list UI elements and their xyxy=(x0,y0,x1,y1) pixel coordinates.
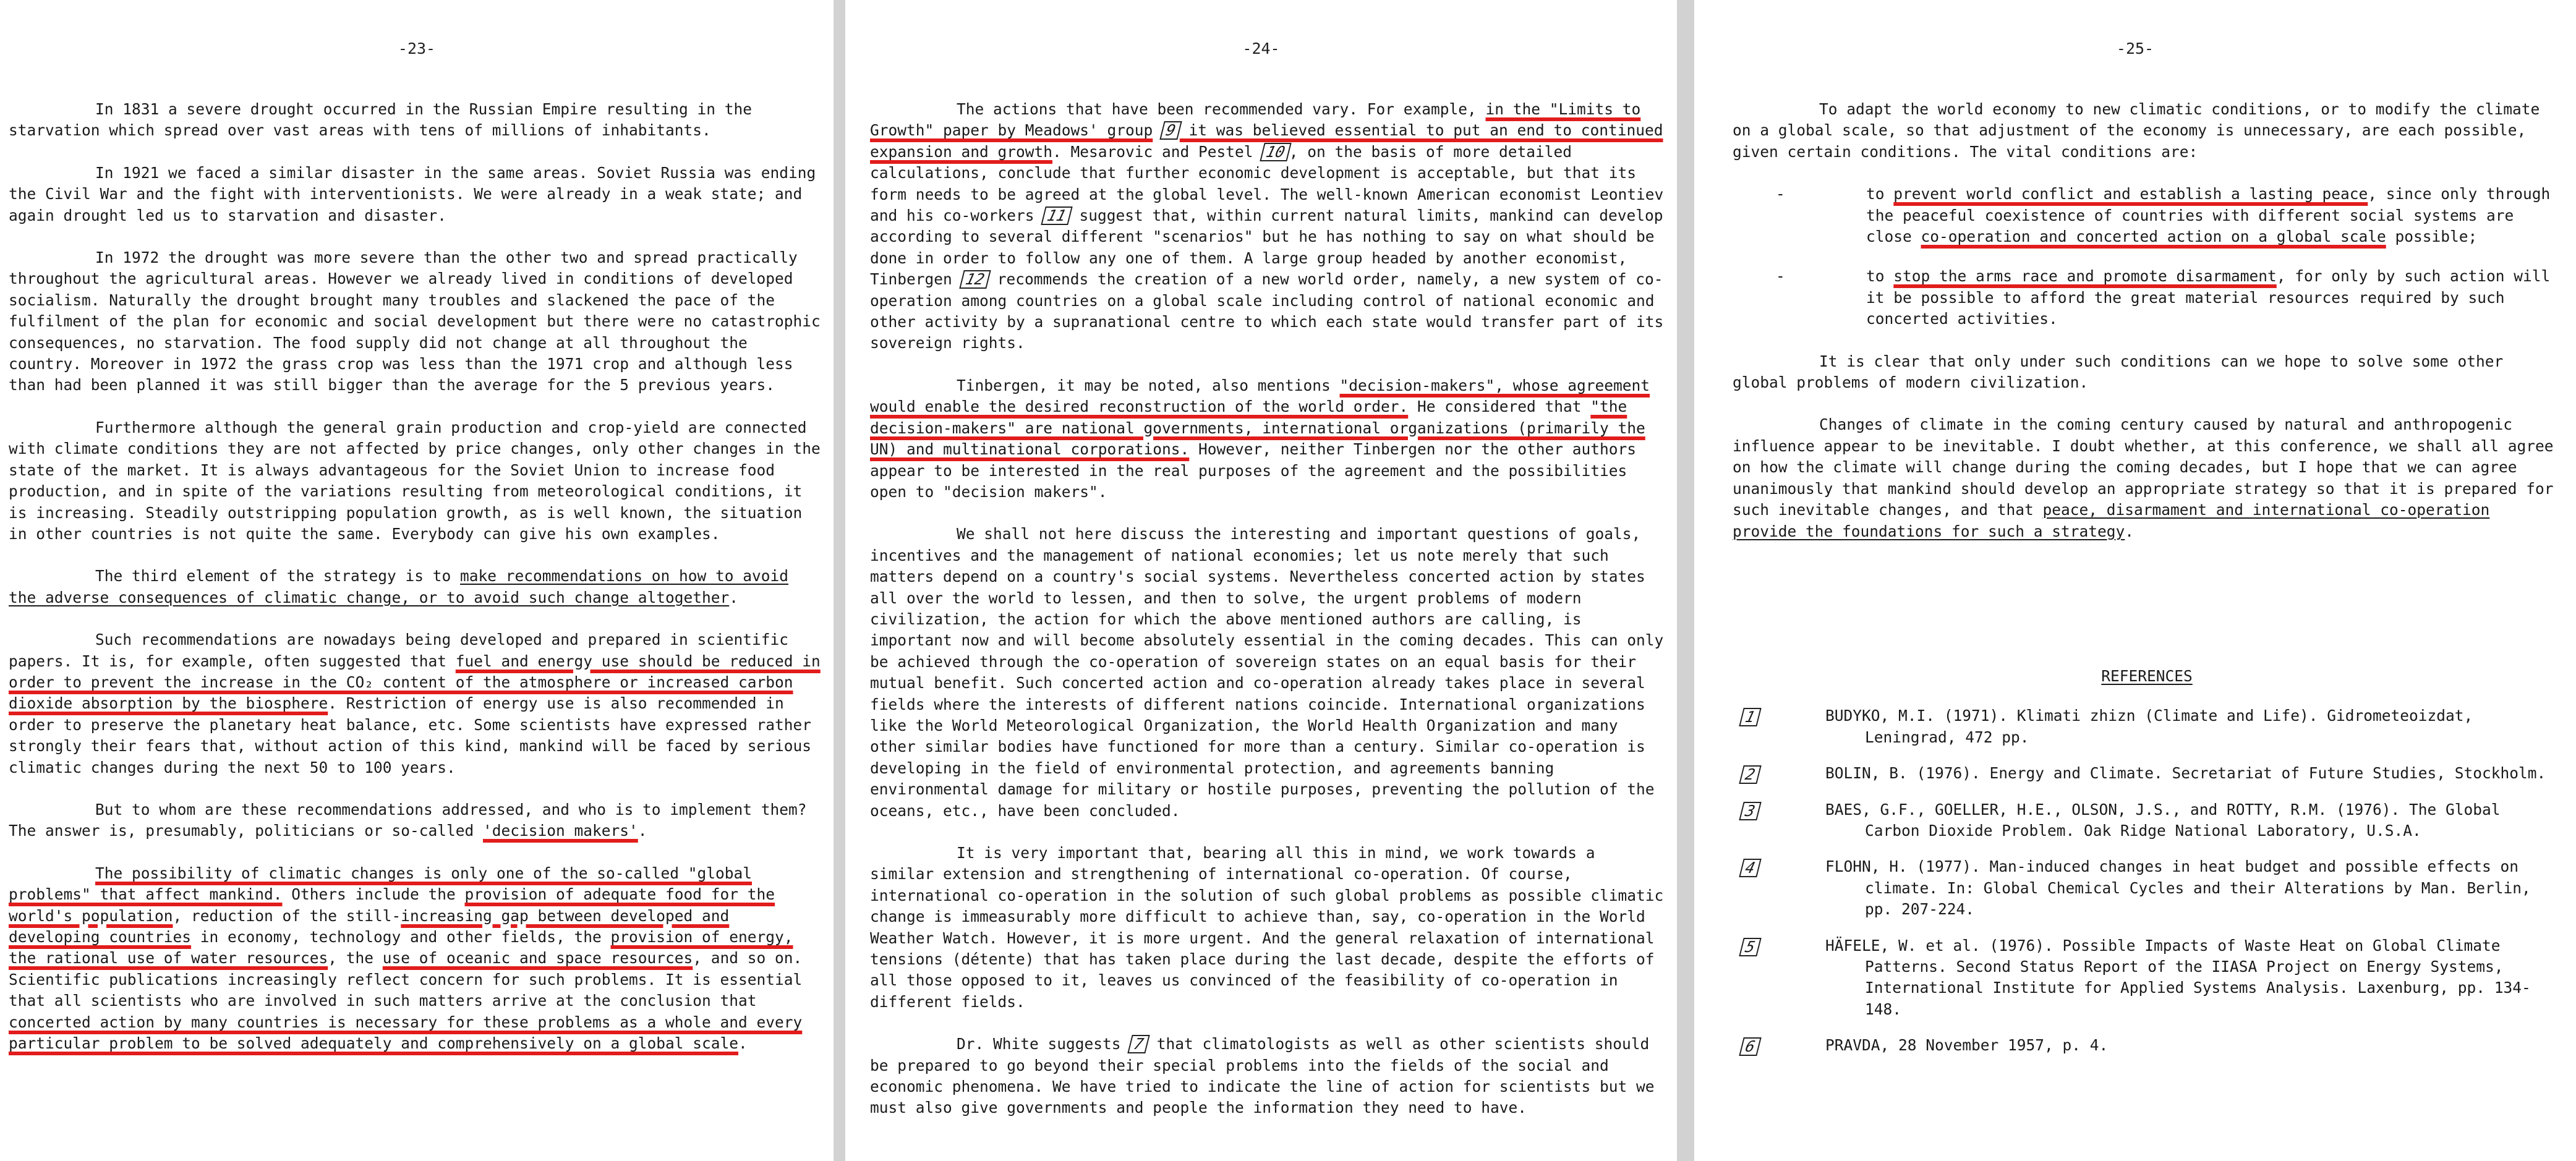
highlighted-text: in the "Limits to Growth" paper by Meadows' group xyxy=(870,100,1641,140)
reference-item xyxy=(1733,1035,2561,1056)
paragraph: The possibility of climatic changes is only one of the so-called "global problems" that affect mankind. Others include the provision of adequate food for the world's population, reduction of the still-increasing gap between developed and developing countries in economy, technology and other fields, the provision of energy, the rational use of water resources, the use of oceanic and space resources, and so on. Scientific publications increasingly reflect concern for such problems. It is essential that all scientists who are involved in such matters arrive at the conclusion that concerted action by many countries is necessary for these problems as a whole and every particular problem to be solved adequately and comprehensively on a global scale. xyxy=(9,864,803,1053)
paragraph: To adapt the world economy to new climatic conditions, or to modify the climate on a global scale, so that adjustment of the economy is unnecessary, are each possible, given certain conditions. The vital conditions are: xyxy=(1733,100,2540,161)
highlighted-text: co-operation and concerted action on a global scale xyxy=(1921,228,2386,246)
bullet-dash: - xyxy=(1776,267,1785,286)
paragraph: Tinbergen, it may be noted, also mentions "decision-makers", whose agreement would enable the desired reconstruction of the world order. He considered that "the decision-makers" are national governments, international organizations (primarily the UN) and multinational corporations. However, neither Tinbergen nor the other authors appear to be interested in the real purposes of the agreement and the possibilities open to "decision makers". xyxy=(870,376,1650,501)
highlighted-text: it was believed essential to put an end to continued expansion and growth xyxy=(870,121,1663,161)
bullet-dash: - xyxy=(1776,185,1785,203)
reference-number: 3 xyxy=(1739,802,1761,820)
page-number: -24- xyxy=(1242,40,1280,57)
highlighted-text: "decision-makers", whose agreement would enable the desired reconstruction of the world order. xyxy=(870,376,1650,416)
paragraph: In 1831 a severe drought occurred in the Russian Empire resulting in the starvation which spread over vast areas with tens of millions of inhabitants. xyxy=(9,100,753,140)
reference-text: PRAVDA, 28 November 1957, p. 4. xyxy=(1825,1036,2109,1055)
underlined-text: make recommendations on how to avoid the adverse consequences of climatic change, or to avoid such change altogether xyxy=(9,567,789,606)
reference-text: BAES, G.F., GOELLER, H.E., OLSON, J.S., and ROTTY, R.M. (1976). The Global Carbon Dioxide Problem. Oak Ridge National Laboratory, U.S.A. xyxy=(1825,800,2501,840)
reference-number: 4 xyxy=(1739,859,1761,877)
citation-ref: 10 xyxy=(1260,143,1292,161)
underlined-text: peace, disarmament and international co-operation provide the foundations for such a strategy xyxy=(1733,501,2490,540)
highlighted-text: provision of energy, the rational use of water resources xyxy=(9,928,793,968)
reference-text: BOLIN, B. (1976). Energy and Climate. Secretariat of Future Studies, Stockholm. xyxy=(1825,764,2546,783)
highlighted-text: concerted action by many countries is necessary for these problems as a whole and every particular problem to be solved adequately and comprehensively on a global scale xyxy=(9,1013,803,1053)
paragraph: It is very important that, bearing all this in mind, we work towards a similar extension and strengthening of international co-operation. Of course, international co-operation in the solution of such global problems as possible climatic change is immeasurably more difficult to achieve than, say, co-operation in the World Weather Watch. However, it is more urgent. And the general relaxation of international tensions (détente) that has taken place during the last decade, despite the efforts of all those opposed to it, leaves us convinced of the feasibility of co-operation in different fields. xyxy=(870,844,1664,1011)
paragraph: In 1921 we faced a similar disaster in the same areas. Soviet Russia was ending the Civil War and the fight with interventionists. We were already in a weak state; and again drought led us to starvation and disaster. xyxy=(9,163,816,224)
page-25 xyxy=(1694,0,2576,1161)
reference-text: HÄFELE, W. et al. (1976). Possible Impacts of Waste Heat on Global Climate Patterns. Second Status Report of the IIASA Project on Energy Systems, International Institute for Applied Systems Analysis. Laxenburg, pp. 134-148. xyxy=(1825,936,2531,1018)
page-number: -25- xyxy=(2116,40,2154,57)
reference-list xyxy=(1733,705,2561,1056)
paragraph: The third element of the strategy is to make recommendations on how to avoid the adverse consequences of climatic change, or to avoid such change altogether. xyxy=(9,567,789,606)
reference-number: 5 xyxy=(1739,938,1761,956)
paragraph: In 1972 the drought was more severe than the other two and spread practically throughout the agricultural areas. However we already lived in conditions of developed socialism. Naturally the drought brought many troubles and slackened the pace of the fulfilment of the plan for economic and social development but there were no catastrophic consequences, no starvation. The food supply did not change at all throughout the country. Moreover in 1972 the grass crop was less than the 1971 crop and although less than had been planned it was still bigger than the average for the 5 previous years. xyxy=(9,249,821,394)
highlighted-text: use of oceanic and space resources xyxy=(382,949,693,968)
reference-item xyxy=(1733,856,2561,920)
highlighted-text: fuel and energy use should be reduced in order to prevent the increase in the CO₂ content of the atmosphere or increased carbon dioxide absorption by the biosphere xyxy=(9,652,821,713)
reference-item xyxy=(1733,763,2561,784)
text-column xyxy=(870,99,1665,1140)
citation-ref: 7 xyxy=(1128,1035,1150,1053)
paragraph: Dr. White suggests 7 that climatologists as well as other scientists should be prepared to go beyond their special problems into the fields of the social and economic phenomena. We have tried to indicate the line of action for scientists but we must also give governments and people the information they need to have. xyxy=(870,1035,1655,1117)
highlighted-text: increasing gap between developed and developing countries xyxy=(9,906,730,946)
paragraph: But to whom are these recommendations addressed, and who is to implement them? The answer is, presumably, politicians or so-called 'decision makers'. xyxy=(9,800,807,840)
citation-ref: 9 xyxy=(1159,121,1182,140)
highlighted-text: provision of adequate food for the world's population xyxy=(9,885,775,925)
highlighted-text: The possibility of climatic changes is only one of the so-called "global problems" that affect mankind. xyxy=(9,864,753,904)
page-24 xyxy=(845,0,1677,1161)
highlighted-text: 'decision makers' xyxy=(483,822,638,840)
paragraph: It is clear that only under such conditions can we hope to solve some other global problems of modern civilization. xyxy=(1733,352,2504,392)
citation-ref: 12 xyxy=(959,270,991,289)
reference-number: 1 xyxy=(1739,708,1761,726)
reference-text: BUDYKO, M.I. (1971). Klimati zhizn (Climate and Life). Gidrometeoizdat, Leningrad, 472 pp. xyxy=(1825,707,2473,746)
reference-item xyxy=(1733,799,2561,842)
paragraph: The actions that have been recommended vary. For example, in the "Limits to Growth" paper by Meadows' group 9 it was believed essential to put an end to continued expansion and growth. Mesarovic and Pestel 10 , on the basis of more detailed calculations, conclude that further economic development is acceptable, but that its form needs to be agreed at the global level. The well-known American economist Leontiev and his co-workers 11 suggest that, within current natural limits, mankind can develop according to several different "scenarios" but he has nothing to say on what should be done in order to follow any one of them. A large group headed by another economist, Tinbergen 12 recommends the creation of a new world order, namely, a new system of co-operation among countries on a global scale including control of national economic and other activity by a supranational centre to which each state would transfer part of its sovereign rights. xyxy=(870,100,1664,352)
citation-ref: 11 xyxy=(1041,206,1073,225)
references-heading: REFERENCES xyxy=(2101,666,2193,685)
highlighted-text: prevent world conflict and establish a lasting peace xyxy=(1893,185,2368,203)
reference-text: FLOHN, H. (1977). Man-induced changes in heat budget and possible effects on climate. In: Global Chemical Cycles and their Alterations by Man. Berlin, pp. 207-224. xyxy=(1825,857,2531,919)
condition-list-item: - to prevent world conflict and establish a lasting peace, since only through the peaceful coexistence of countries with different social systems are close co-operation and concerted action on a global scale possible; xyxy=(1776,185,2551,246)
paragraph: Furthermore although the general grain production and crop-yield are connected with climate conditions they are not affected by price changes, only other changes in the state of the market. It is always advantageous for the Soviet Union to increase food production, and in spite of the variations resulting from meteorological conditions, it is increasing. Steadily outstripping population growth, as is well known, the situation in other countries is not quite the same. Everybody can give his own examples. xyxy=(9,418,821,543)
text-column xyxy=(9,99,825,1075)
page-23 xyxy=(0,0,834,1161)
reference-item xyxy=(1733,935,2561,1021)
condition-list-item: - to stop the arms race and promote disarmament, for only by such action will it be possible to afford the great material resources required by such concerted activities. xyxy=(1776,267,2551,328)
highlighted-text: "the decision-makers" are national governments, international organizations (primarily the UN) and multinational corporations. xyxy=(870,398,1645,459)
paragraph: We shall not here discuss the interesting and important questions of goals, incentives and the management of national economies; let us note merely that such matters depend on a country's social systems. Nevertheless concerted action by states all over the world to lessen, and then to solve, the urgent problems of modern civilization, the action for which the above mentioned authors are calling, is important now and will become absolutely essential in the coming decades. This can only be achieved through the co-operation of sovereign states on an equal basis for their mutual benefit. Such concerted action and co-operation already takes place in several fields where the interests of different nations coincide. International organizations like the World Meteorological Organization, the World Health Organization and many other similar bodies have functioned for more than a century. Similar co-operation is developing in the field of environmental protection, and agreements banning environmental damage for military or hostile purposes, preventing the pollution of the oceans, etc., have been concluded. xyxy=(870,525,1664,820)
reference-number: 2 xyxy=(1739,765,1761,784)
page-number: -23- xyxy=(398,40,436,57)
text-column xyxy=(1733,99,2561,1071)
paragraph: Such recommendations are nowadays being developed and prepared in scientific papers. It is, for example, often suggested that fuel and energy use should be reduced in order to prevent the increase in the CO₂ content of the atmosphere or increased carbon dioxide absorption by the biosphere. Restriction of energy use is also recommended in order to preserve the planetary heat balance, etc. Some scientists have expressed rather strongly their fears that, without action of this kind, mankind will be faced by serious climatic changes during the next 50 to 100 years. xyxy=(9,631,821,776)
reference-item xyxy=(1733,705,2561,748)
reference-number: 6 xyxy=(1739,1037,1761,1056)
highlighted-text: stop the arms race and promote disarmament xyxy=(1893,267,2277,286)
paragraph: Changes of climate in the coming century caused by natural and anthropogenic influence appear to be inevitable. I doubt whether, at this conference, we shall all agree on how the climate will change during the coming decades, but I hope that we can agree unanimously that mankind should develop an appropriate strategy so that it is prepared for such inevitable changes, and that peace, disarmament and international co-operation provide the foundations for such a strategy. xyxy=(1733,415,2554,540)
